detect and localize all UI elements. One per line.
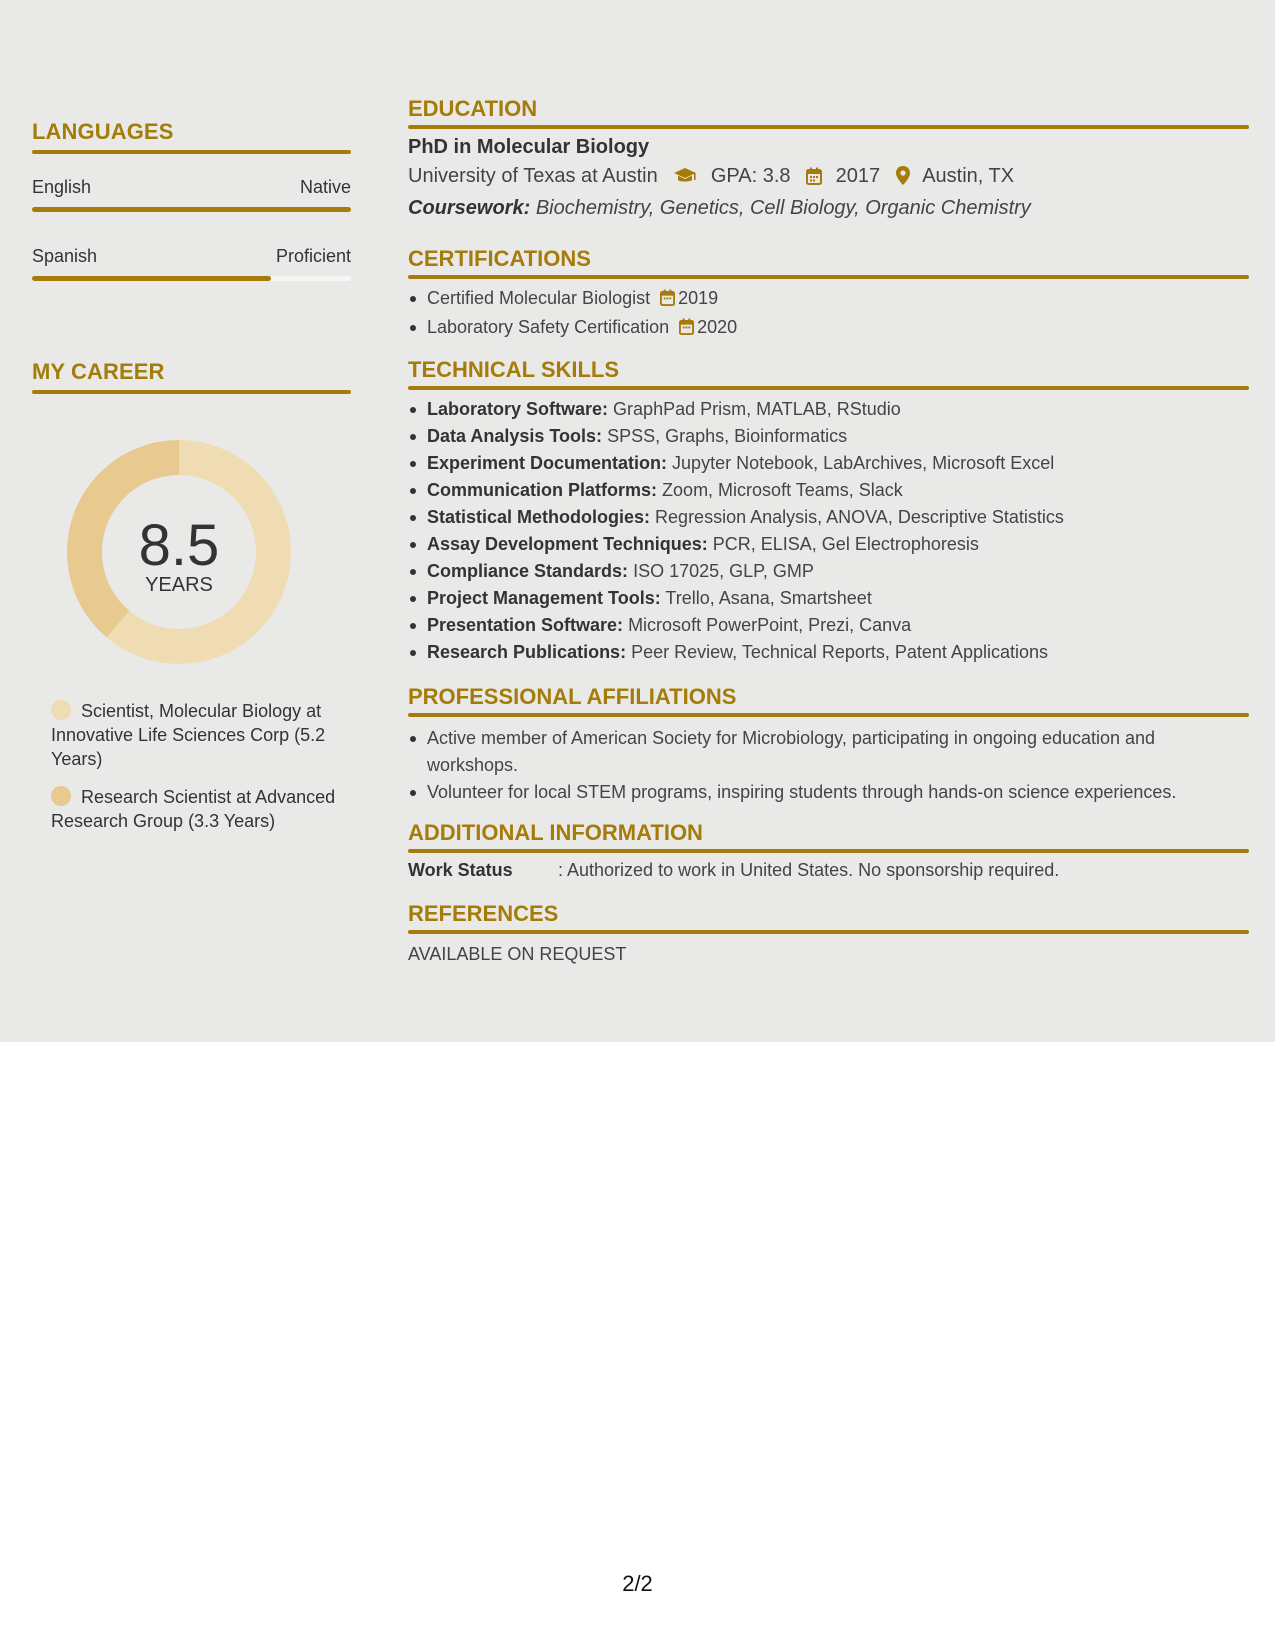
references-heading: REFERENCES: [408, 901, 559, 926]
certification-name: Laboratory Safety Certification: [427, 317, 670, 337]
list-item: [408, 450, 1249, 477]
list-item: [408, 396, 1249, 423]
calendar-icon: [660, 287, 675, 314]
career-total-years: 8.5: [138, 513, 220, 578]
graduation-cap-icon: [673, 167, 697, 191]
skill-value: SPSS, Graphs, Bioinformatics: [607, 426, 848, 446]
skill-label: Project Management Tools:: [427, 588, 661, 608]
skills-section: [408, 357, 1249, 666]
affiliations-rule: [408, 713, 1249, 717]
certification-name: Certified Molecular Biologist: [427, 288, 651, 308]
list-item: Active member of American Society for Microbiology, participating in ongoing education and workshops.: [408, 725, 1249, 779]
references-text: AVAILABLE ON REQUEST: [408, 944, 627, 964]
certifications-heading: CERTIFICATIONS: [408, 246, 591, 271]
graduation-year: 2017: [835, 165, 881, 187]
coursework-label: Coursework:: [408, 197, 531, 219]
education-details: [408, 165, 1249, 191]
career-donut-chart: [67, 440, 291, 664]
donut-center: [67, 440, 291, 664]
certifications-list: [408, 285, 1249, 343]
affiliations-heading: PROFESSIONAL AFFILIATIONS: [408, 684, 737, 709]
languages-heading: LANGUAGES: [32, 119, 174, 144]
skill-value: ISO 17025, GLP, GMP: [633, 561, 814, 581]
certification-year: 2020: [697, 317, 738, 337]
career-rule: [32, 390, 351, 394]
language-bar-fill: [32, 207, 351, 212]
language-name: Spanish: [32, 246, 98, 266]
affiliations-list: [408, 725, 1249, 806]
coursework: [408, 197, 1249, 220]
skill-label: Compliance Standards:: [427, 561, 629, 581]
school-name: University of Texas at Austin: [408, 165, 658, 187]
location-pin-icon: [896, 166, 910, 191]
skills-list: [408, 396, 1249, 666]
list-item: Volunteer for local STEM programs, inspiring students through hands-on science experiences.: [408, 779, 1249, 806]
references-rule: [408, 930, 1249, 934]
work-status-label: Work Status: [408, 860, 513, 880]
language-bar-english: [32, 207, 351, 212]
work-status-value: : Authorized to work in United States. No sponsorship required.: [558, 860, 1060, 880]
additional-rule: [408, 849, 1249, 853]
education-heading: EDUCATION: [408, 96, 538, 121]
languages-section: [32, 119, 351, 154]
career-section: [32, 359, 351, 394]
additional-heading: ADDITIONAL INFORMATION: [408, 820, 703, 845]
skill-value: Microsoft PowerPoint, Prezi, Canva: [628, 615, 912, 635]
education-section: [408, 96, 1249, 220]
skill-value: Zoom, Microsoft Teams, Slack: [662, 480, 903, 500]
skill-value: Jupyter Notebook, LabArchives, Microsoft Excel: [672, 453, 1055, 473]
skill-label: Research Publications:: [427, 642, 627, 662]
certifications-section: [408, 246, 1249, 343]
skills-rule: [408, 386, 1249, 390]
skill-label: Statistical Methodologies:: [427, 507, 651, 527]
language-bar-fill: [32, 276, 271, 281]
list-item: [408, 423, 1249, 450]
list-item: [408, 504, 1249, 531]
language-level: Native: [299, 177, 351, 197]
coursework-list: Biochemistry, Genetics, Cell Biology, Organic Chemistry: [535, 197, 1031, 219]
skill-label: Communication Platforms:: [427, 480, 658, 500]
skill-value: Regression Analysis, ANOVA, Descriptive Statistics: [655, 507, 1064, 527]
list-item: [408, 477, 1249, 504]
career-role-label: Research Scientist at Advanced Research Group (3.3 Years): [51, 787, 336, 831]
list-item: [408, 639, 1249, 666]
gpa-value: GPA: 3.8: [710, 165, 791, 187]
skill-label: Assay Development Techniques:: [427, 534, 708, 554]
language-level: Proficient: [275, 246, 351, 266]
skill-label: Experiment Documentation:: [427, 453, 668, 473]
skill-value: PCR, ELISA, Gel Electrophoresis: [712, 534, 979, 554]
education-rule: [408, 125, 1249, 129]
calendar-icon: [679, 316, 694, 343]
skill-label: Presentation Software:: [427, 615, 624, 635]
career-total-unit: YEARS: [145, 574, 213, 596]
career-heading: MY CAREER: [32, 359, 165, 384]
list-item: [408, 285, 1249, 314]
calendar-icon: [806, 167, 822, 191]
career-role-item: [51, 699, 341, 771]
work-status-row: [408, 860, 1249, 881]
degree-title: PhD in Molecular Biology: [408, 136, 650, 158]
certification-year: 2019: [678, 288, 719, 308]
skill-value: Peer Review, Technical Reports, Patent Applications: [631, 642, 1048, 662]
language-bar-spanish: [32, 276, 351, 281]
list-item: [408, 531, 1249, 558]
career-role-item: [51, 785, 341, 833]
education-location: Austin, TX: [922, 165, 1015, 187]
skill-value: GraphPad Prism, MATLAB, RStudio: [613, 399, 901, 419]
skill-label: Laboratory Software:: [427, 399, 609, 419]
list-item: [408, 314, 1249, 343]
legend-dot: [51, 786, 71, 806]
list-item: [408, 585, 1249, 612]
additional-section: [408, 820, 1249, 881]
certifications-rule: [408, 275, 1249, 279]
list-item: [408, 558, 1249, 585]
skill-value: Trello, Asana, Smartsheet: [665, 588, 872, 608]
skills-heading: TECHNICAL SKILLS: [408, 357, 620, 382]
list-item: [408, 612, 1249, 639]
legend-dot: [51, 700, 71, 720]
skill-label: Data Analysis Tools:: [427, 426, 603, 446]
references-section: [408, 901, 1249, 965]
career-role-label: Scientist, Molecular Biology at Innovative Life Sciences Corp (5.2 Years): [51, 701, 326, 769]
page-number: 2/2: [622, 1571, 653, 1596]
affiliations-section: [408, 684, 1249, 806]
language-name: English: [32, 177, 92, 197]
languages-rule: [32, 150, 351, 154]
